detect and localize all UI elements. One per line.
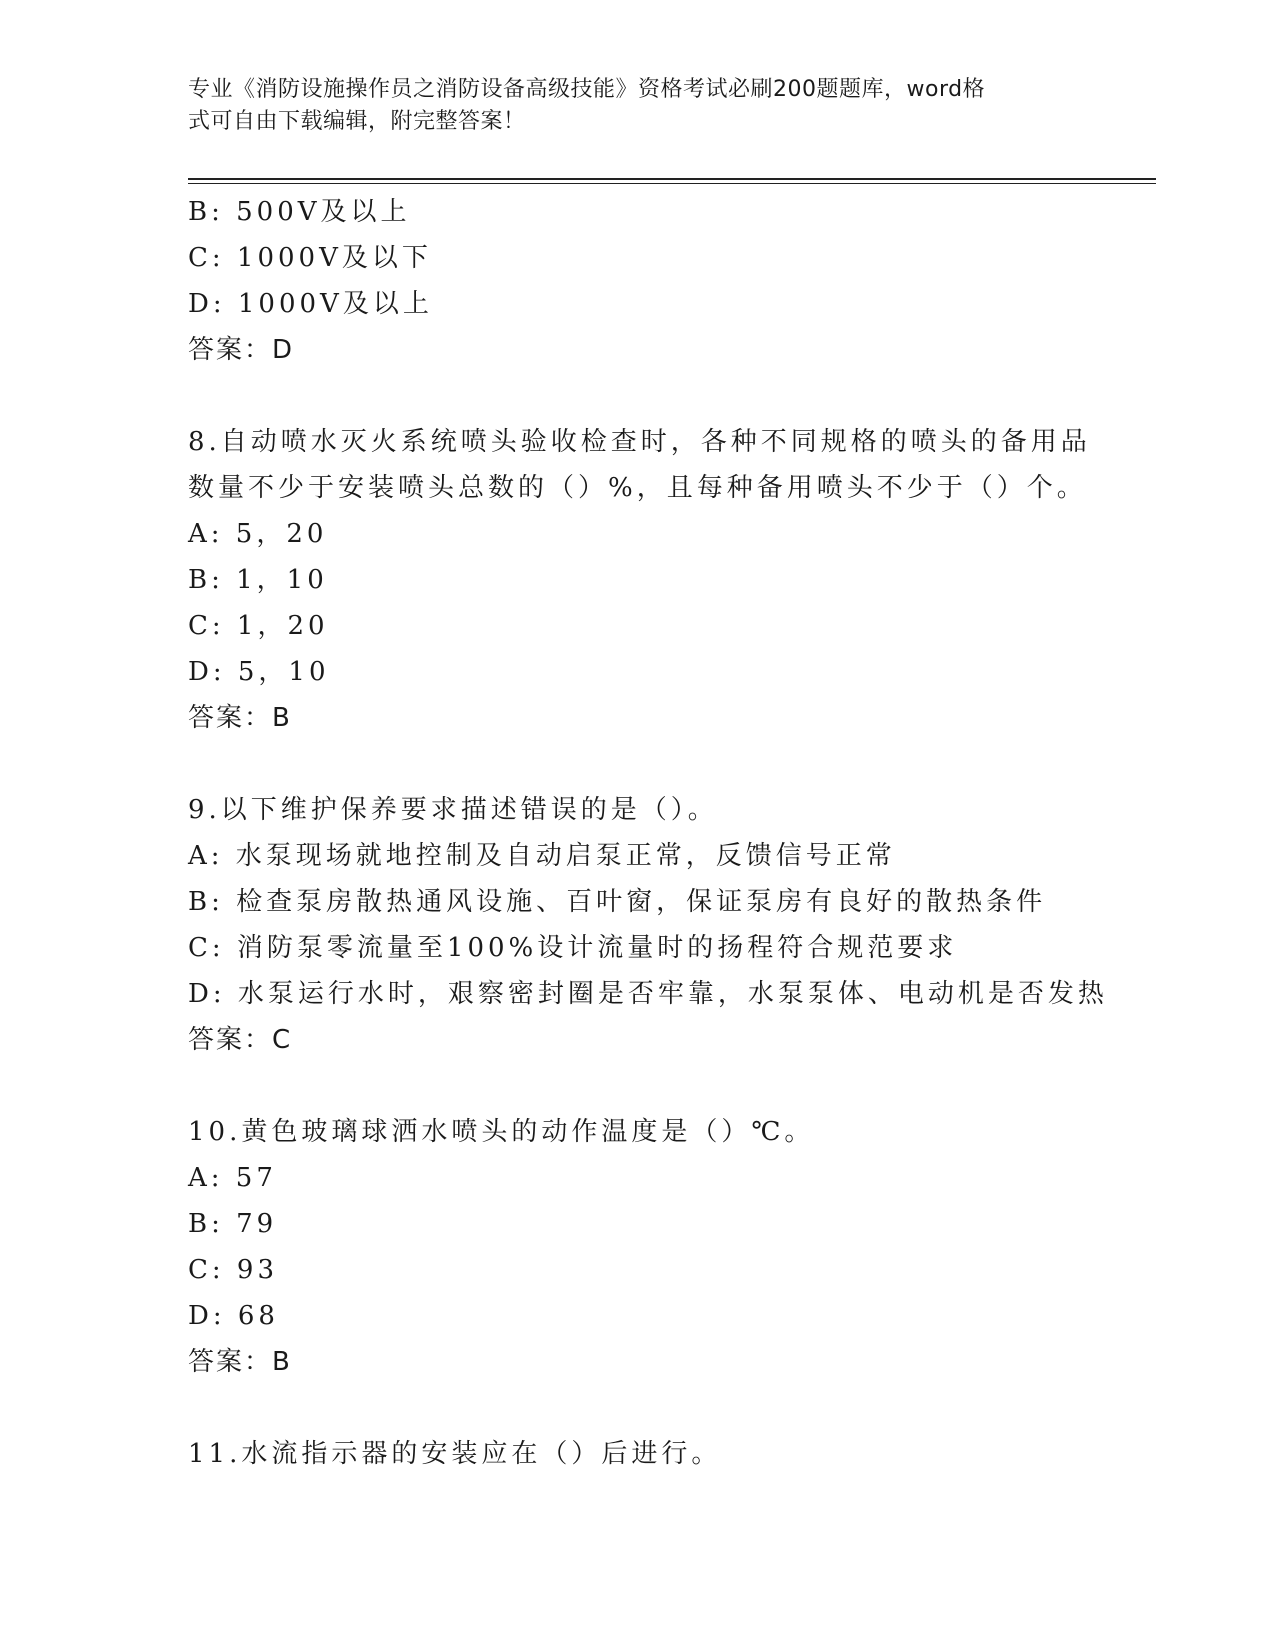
option-b: B: 1，10: [188, 565, 328, 595]
option-c: C: 1，20: [188, 611, 329, 641]
question-stem: 10.黄色玻璃球洒水喷头的动作温度是（）℃。: [188, 1117, 815, 1147]
option-d: D: 68: [188, 1301, 279, 1331]
question-stem: 9.以下维护保养要求描述错误的是（）。: [188, 795, 718, 825]
question-9: [188, 787, 1156, 1063]
question-11: [188, 1431, 1156, 1477]
spacer: [188, 373, 1156, 419]
option-c: C: 消防泵零流量至100%设计流量时的扬程符合规范要求: [188, 933, 958, 963]
option-b: B: 500V及以上: [188, 197, 411, 227]
answer-line: 答案：B: [188, 1347, 292, 1377]
spacer: [188, 1063, 1156, 1109]
option-a: A: 57: [188, 1163, 277, 1193]
option-c: C: 1000V及以下: [188, 243, 432, 273]
question-7: [188, 189, 1156, 373]
page-header: [188, 74, 1088, 138]
question-8: [188, 419, 1156, 741]
option-d: D: 1000V及以上: [188, 289, 433, 319]
option-d: D: 水泵运行水时，艰察密封圈是否牢靠，水泵泵体、电动机是否发热: [188, 979, 1108, 1009]
answer-line: 答案：C: [188, 1025, 293, 1055]
header-divider-thin: [188, 183, 1156, 184]
option-b: B: 79: [188, 1209, 278, 1239]
header-line-1: 专业《消防设施操作员之消防设备高级技能》资格考试必刷200题题库，word格: [188, 77, 986, 102]
question-stem: 8.自动喷水灭火系统喷头验收检查时，各种不同规格的喷头的备用品: [188, 427, 1091, 457]
header-divider-thick: [188, 178, 1156, 180]
question-stem: 11.水流指示器的安装应在（）后进行。: [188, 1439, 722, 1469]
spacer: [188, 741, 1156, 787]
option-a: A: 水泵现场就地控制及自动启泵正常，反馈信号正常: [188, 841, 896, 871]
option-b: B: 检查泵房散热通风设施、百叶窗，保证泵房有良好的散热条件: [188, 887, 1047, 917]
option-c: C: 93: [188, 1255, 279, 1285]
option-d: D: 5，10: [188, 657, 330, 687]
question-10: [188, 1109, 1156, 1385]
spacer: [188, 1385, 1156, 1431]
question-stem-continued: 数量不少于安装喷头总数的（）%，且每种备用喷头不少于（）个。: [188, 473, 1087, 503]
document-body: [188, 189, 1156, 1477]
answer-line: 答案：D: [188, 335, 295, 365]
option-a: A: 5，20: [188, 519, 328, 549]
header-line-2: 式可自由下载编辑，附完整答案！: [188, 109, 526, 134]
answer-line: 答案：B: [188, 703, 292, 733]
